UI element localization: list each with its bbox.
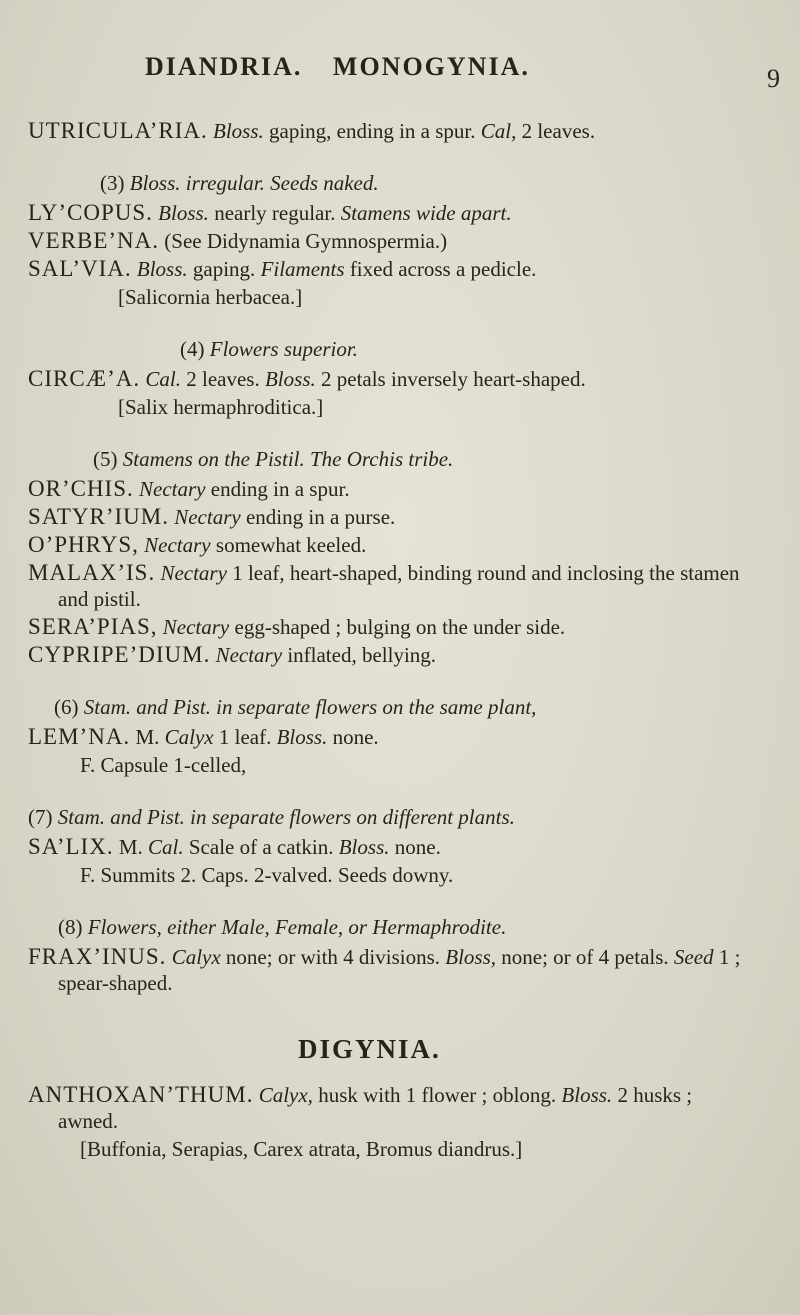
term: Nectary (160, 561, 227, 585)
genus-name: CIRCÆ’A. (28, 366, 141, 391)
entry-salvia (28, 256, 753, 282)
page-number: 9 (767, 64, 780, 93)
section-text: Flowers superior. (204, 337, 358, 361)
genus-name: FRAX’INUS. (28, 944, 167, 969)
description: none. (327, 725, 379, 749)
description: 1 leaf, heart-shaped, binding round and inclosing the stamen and pistil. (58, 561, 740, 611)
genus-name: LY’COPUS. (28, 200, 153, 225)
term: Cal. (148, 835, 184, 859)
entry-serapias (28, 614, 753, 640)
description: 2 husks ; awned. (58, 1083, 693, 1133)
section-number: (8) (58, 915, 83, 939)
section-number: (5) (93, 447, 118, 471)
section-heading-4 (28, 336, 753, 362)
term: Bloss. (136, 257, 188, 281)
genus-name: CYPRIPE’DIUM. (28, 642, 211, 667)
description: 2-valved. (248, 863, 338, 887)
page-body (28, 118, 753, 1164)
genus-name: O’PHRYS, (28, 532, 139, 557)
description: gaping. (187, 257, 261, 281)
term: Nectary (139, 477, 206, 501)
sex-marker: F. (80, 753, 96, 777)
term: Nectary (144, 533, 211, 557)
description: none; or with 4 divisions. (220, 945, 446, 969)
term: Calyx, (258, 1083, 313, 1107)
description: egg-shaped ; bulging on the under side. (229, 615, 566, 639)
description: 2. (175, 863, 202, 887)
entry-orchis (28, 476, 753, 502)
term: Filaments (260, 257, 345, 281)
term: Seed (673, 945, 714, 969)
term: Seeds (337, 863, 387, 887)
section-heading-6 (28, 694, 753, 720)
term: Calyx (171, 945, 221, 969)
description: (See Didynamia Gymnospermia.) (159, 229, 448, 253)
genus-name: SATYR’IUM. (28, 504, 169, 529)
description: inflated, bellying. (282, 643, 437, 667)
term: Nectary (162, 615, 230, 639)
genus-name: UTRICULA’RIA. (28, 118, 208, 143)
entry-salix-female (28, 862, 753, 888)
section-text: Stam. and Pist. in separate flowers on different plants. (52, 805, 515, 829)
section-text: Seeds naked. (270, 171, 379, 195)
description: 1 leaf. (213, 725, 277, 749)
genus-name: SAL’VIA. (28, 256, 132, 281)
section-heading-3 (28, 170, 753, 196)
genus-name: SA’LIX. (28, 834, 114, 859)
term: Bloss. (561, 1083, 613, 1107)
term: Bloss. (264, 367, 316, 391)
description: none; or of 4 petals. (496, 945, 674, 969)
description: none. (389, 835, 441, 859)
section-number: (6) (54, 695, 79, 719)
section-text: Stam. and Pist. in separate flowers on the same plant, (78, 695, 537, 719)
entry-salix (28, 834, 753, 860)
description: fixed across a pedicle. (344, 257, 537, 281)
term: Nectary (215, 643, 283, 667)
term: Capsule (100, 753, 169, 777)
description: nearly regular. (208, 201, 341, 225)
description: husk with 1 flower ; oblong. (312, 1083, 562, 1107)
term: Summits (100, 863, 176, 887)
term: Bloss. (213, 119, 264, 143)
section-number: (3) (100, 171, 125, 195)
term: Calyx (164, 725, 214, 749)
entry-satyrium (28, 504, 753, 530)
term: Bloss. (276, 725, 328, 749)
description: gaping, ending in a spur. (263, 119, 481, 143)
description: somewhat keeled. (210, 533, 367, 557)
description: 2 petals inversely heart-shaped. (315, 367, 586, 391)
term: Bloss. (158, 201, 209, 225)
description: 2 leaves. (181, 367, 265, 391)
section-text: The Orchis tribe. (310, 447, 454, 471)
sex-marker: M. (118, 835, 143, 859)
entry-circaea (28, 366, 753, 392)
entry-verbena (28, 228, 753, 254)
section-number: (4) (180, 337, 205, 361)
term: Stamens wide apart. (340, 201, 512, 225)
term: Nectary (174, 505, 241, 529)
description: ending in a purse. (240, 505, 396, 529)
sex-marker: F. (80, 863, 96, 887)
description: Scale of a catkin. (183, 835, 339, 859)
description: 1-celled, (168, 753, 247, 777)
term: Caps. (201, 863, 249, 887)
sex-marker: M. (135, 725, 160, 749)
genus-name: VERBE’NA. (28, 228, 160, 253)
section-text: Flowers, either Male, Female, or Hermaphrodite. (82, 915, 507, 939)
entry-malaxis (28, 560, 753, 612)
synonyms-circaea: [Salix hermaphroditica.] (118, 395, 324, 419)
section-text: Bloss. irregular. (124, 171, 271, 195)
genus-name: LEM’NA. (28, 724, 131, 749)
entry-anthoxanthum (28, 1082, 753, 1134)
section-number: (7) (28, 805, 53, 829)
order-heading-digynia: DIGYNIA. (298, 1034, 441, 1064)
description: 2 leaves. (516, 119, 596, 143)
term: Cal. (145, 367, 181, 391)
entry-fraxinus (28, 944, 753, 996)
term: Bloss. (338, 835, 390, 859)
synonyms-salvia: [Salicornia herbacea.] (118, 285, 303, 309)
section-heading-8 (28, 914, 753, 940)
section-heading-5 (28, 446, 753, 472)
synonyms-anthoxanthum: [Buffonia, Serapias, Carex atrata, Bromus diandrus.] (80, 1137, 523, 1161)
entry-lemna (28, 724, 753, 750)
entry-utricularia (28, 118, 753, 144)
term: Cal, (480, 119, 517, 143)
description: ending in a spur. (205, 477, 350, 501)
genus-name: SERA’PIAS, (28, 614, 158, 639)
entry-lycopus (28, 200, 753, 226)
description: downy. (386, 863, 454, 887)
header-order: MONOGYNIA. (332, 52, 530, 81)
entry-cypripedium (28, 642, 753, 668)
genus-name: MALAX’IS. (28, 560, 156, 585)
description: 1 ; spear-shaped. (58, 945, 741, 995)
section-text: Stamens on the Pistil. (117, 447, 310, 471)
entry-ophrys (28, 532, 753, 558)
genus-name: OR’CHIS. (28, 476, 134, 501)
term: Bloss, (445, 945, 497, 969)
header-class: DIANDRIA. (145, 52, 303, 81)
entry-lemna-female (28, 752, 753, 778)
running-header (145, 52, 552, 82)
genus-name: ANTHOXAN’THUM. (28, 1082, 254, 1107)
section-heading-7 (28, 804, 753, 830)
